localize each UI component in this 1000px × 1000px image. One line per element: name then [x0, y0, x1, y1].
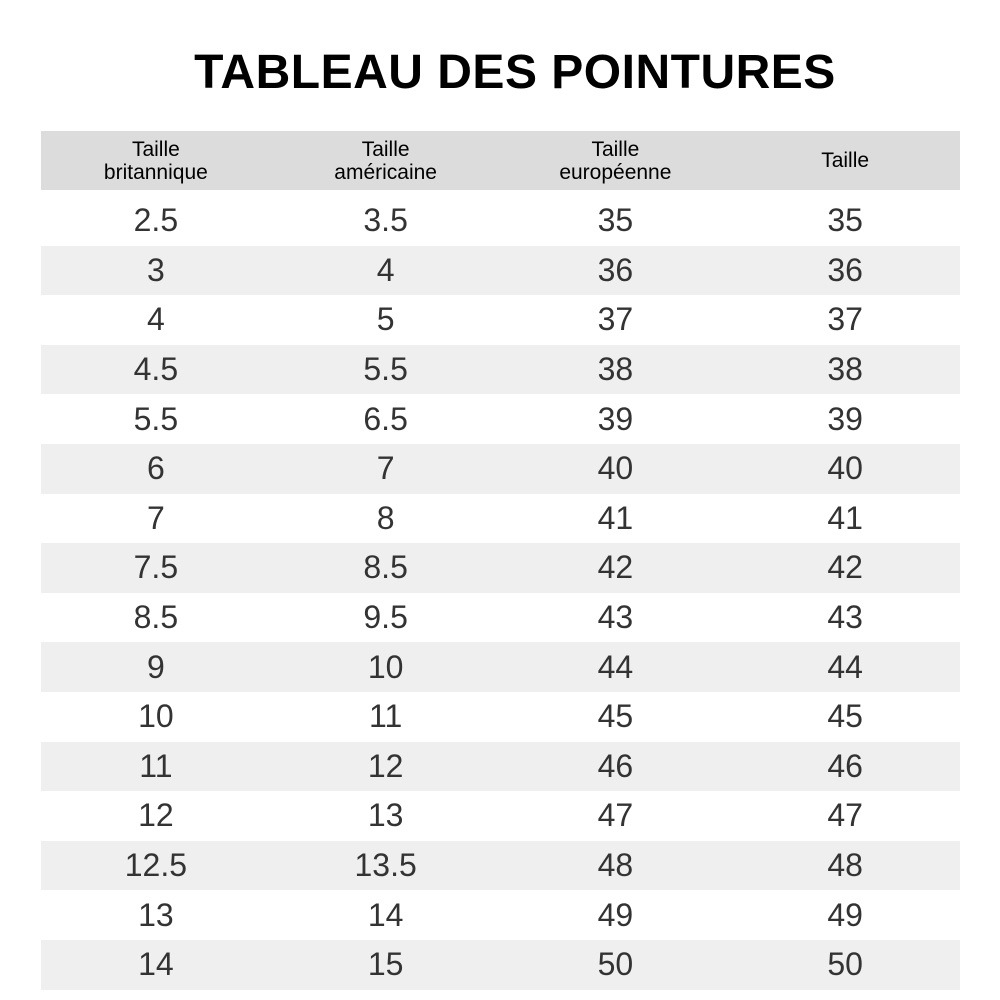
cell-uk-size: 11 [139, 747, 173, 784]
cell-eu-size: 45 [597, 698, 634, 735]
cell-eu-size: 49 [597, 896, 634, 933]
cell-uk-size: 8.5 [133, 599, 179, 636]
table-row [41, 940, 960, 990]
cell-uk-size: 10 [138, 698, 174, 735]
cell-uk-size: 9 [146, 648, 165, 685]
cell-eu-size: 39 [597, 400, 634, 437]
table-row [41, 444, 960, 494]
cell-size: 42 [827, 549, 863, 586]
cell-eu-size: 40 [597, 450, 634, 487]
cell-us-size: 10 [367, 648, 404, 685]
cell-eu-size: 43 [597, 599, 634, 636]
cell-eu-size: 38 [597, 351, 634, 388]
table-row [41, 196, 960, 246]
cell-size: 48 [827, 847, 863, 884]
table-row [41, 394, 960, 444]
header-eu-size-label: Taille européenne [559, 137, 672, 184]
cell-size: 49 [827, 896, 863, 933]
cell-size: 36 [827, 251, 863, 288]
cell-us-size: 15 [367, 946, 404, 983]
header-uk-size [41, 131, 271, 190]
size-table [41, 131, 960, 990]
table-row [41, 246, 960, 296]
page-title: TABLEAU DES POINTURES [194, 46, 836, 99]
cell-us-size: 12 [367, 747, 404, 784]
cell-us-size: 3.5 [363, 202, 408, 239]
header-size-label: Taille [821, 149, 870, 172]
cell-us-size: 5 [376, 301, 395, 338]
cell-size: 41 [827, 499, 863, 536]
table-body [41, 196, 960, 990]
cell-us-size: 9.5 [363, 599, 408, 636]
header-uk-size-label: Taille britannique [103, 137, 208, 184]
cell-us-size: 8 [376, 499, 395, 536]
cell-us-size: 8.5 [363, 549, 408, 586]
cell-size: 46 [827, 747, 863, 784]
cell-eu-size: 47 [597, 797, 634, 834]
cell-us-size: 13.5 [354, 847, 417, 884]
cell-us-size: 11 [369, 698, 403, 735]
cell-uk-size: 6 [146, 450, 165, 487]
cell-us-size: 6.5 [363, 400, 408, 437]
cell-eu-size: 36 [597, 251, 634, 288]
cell-eu-size: 46 [597, 747, 634, 784]
table-row [41, 295, 960, 345]
header-size [730, 131, 960, 190]
cell-size: 37 [827, 301, 863, 338]
table-row [41, 543, 960, 593]
cell-uk-size: 4.5 [133, 351, 179, 388]
cell-size: 39 [827, 400, 863, 437]
table-row [41, 494, 960, 544]
cell-uk-size: 12 [138, 797, 174, 834]
table-row [41, 692, 960, 742]
cell-eu-size: 48 [597, 847, 634, 884]
cell-size: 40 [827, 450, 863, 487]
table-row [41, 345, 960, 395]
cell-size: 43 [827, 599, 863, 636]
cell-uk-size: 14 [138, 946, 174, 983]
cell-uk-size: 7 [146, 499, 165, 536]
cell-size: 44 [827, 648, 863, 685]
cell-us-size: 7 [376, 450, 395, 487]
header-eu-size [501, 131, 731, 190]
table-row [41, 742, 960, 792]
cell-eu-size: 35 [597, 202, 634, 239]
cell-size: 45 [827, 698, 863, 735]
header-us-size [271, 131, 501, 190]
cell-size: 38 [827, 351, 863, 388]
cell-size: 47 [827, 797, 863, 834]
cell-eu-size: 37 [597, 301, 634, 338]
cell-uk-size: 5.5 [133, 400, 179, 437]
cell-uk-size: 12.5 [124, 847, 188, 884]
cell-size: 50 [827, 946, 863, 983]
cell-us-size: 5.5 [363, 351, 408, 388]
cell-us-size: 13 [367, 797, 404, 834]
table-header-row [41, 131, 960, 190]
cell-eu-size: 44 [597, 648, 634, 685]
cell-size: 35 [827, 202, 863, 239]
cell-eu-size: 41 [597, 499, 634, 536]
cell-uk-size: 13 [138, 896, 174, 933]
cell-eu-size: 42 [597, 549, 634, 586]
cell-eu-size: 50 [597, 946, 634, 983]
header-us-size-label: Taille américaine [334, 137, 437, 184]
cell-us-size: 14 [367, 896, 404, 933]
cell-uk-size: 7.5 [133, 549, 179, 586]
table-row [41, 642, 960, 692]
table-row [41, 841, 960, 891]
table-row [41, 593, 960, 643]
table-row [41, 791, 960, 841]
cell-uk-size: 4 [146, 301, 165, 338]
table-row [41, 890, 960, 940]
cell-uk-size: 3 [146, 251, 165, 288]
cell-us-size: 4 [376, 251, 395, 288]
cell-uk-size: 2.5 [133, 202, 179, 239]
